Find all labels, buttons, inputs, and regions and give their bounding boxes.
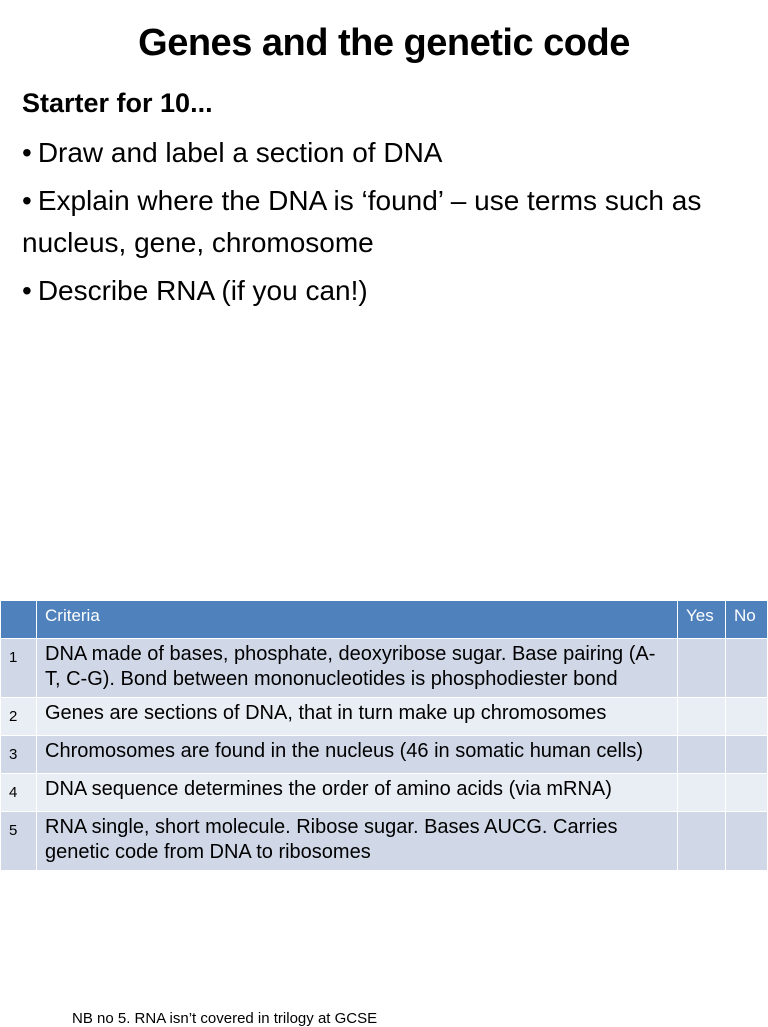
row-yes-cell[interactable] bbox=[678, 639, 726, 698]
row-number: 4 bbox=[1, 774, 37, 812]
row-number: 3 bbox=[1, 736, 37, 774]
row-yes-cell[interactable] bbox=[678, 698, 726, 736]
table-header-row bbox=[1, 601, 768, 639]
row-number: 5 bbox=[1, 812, 37, 871]
bullet-dot-icon: • bbox=[22, 275, 32, 306]
bullet-text: Explain where the DNA is ‘found’ – use terms such as nucleus, gene, chromosome bbox=[22, 185, 702, 258]
row-criteria: Genes are sections of DNA, that in turn make up chromosomes bbox=[37, 698, 678, 736]
row-criteria: DNA sequence determines the order of amino acids (via mRNA) bbox=[37, 774, 678, 812]
row-number: 2 bbox=[1, 698, 37, 736]
bullet-text: Draw and label a section of DNA bbox=[37, 137, 443, 168]
footnote: NB no 5. RNA isn’t covered in trilogy at GCSE bbox=[72, 1010, 378, 1027]
header-criteria: Criteria bbox=[37, 601, 678, 639]
starter-subtitle: Starter for 10... bbox=[22, 88, 213, 118]
bullet-dot-icon: • bbox=[22, 137, 32, 168]
header-no: No bbox=[726, 601, 768, 639]
slide-title: Genes and the genetic code bbox=[138, 22, 630, 64]
table-row bbox=[1, 639, 768, 698]
row-number: 1 bbox=[1, 639, 37, 698]
row-no-cell[interactable] bbox=[726, 639, 768, 698]
bullet-item bbox=[22, 180, 742, 264]
row-no-cell[interactable] bbox=[726, 698, 768, 736]
header-num bbox=[1, 601, 37, 639]
row-criteria: RNA single, short molecule. Ribose sugar. Bases AUCG. Carries genetic code from DNA to ribosomes bbox=[37, 812, 678, 871]
bullet-item bbox=[22, 132, 742, 174]
row-criteria: Chromosomes are found in the nucleus (46 in somatic human cells) bbox=[37, 736, 678, 774]
row-no-cell[interactable] bbox=[726, 812, 768, 871]
bullet-dot-icon: • bbox=[22, 185, 32, 216]
header-yes: Yes bbox=[678, 601, 726, 639]
row-no-cell[interactable] bbox=[726, 774, 768, 812]
row-yes-cell[interactable] bbox=[678, 736, 726, 774]
row-yes-cell[interactable] bbox=[678, 812, 726, 871]
criteria-table bbox=[0, 600, 768, 871]
table-row bbox=[1, 812, 768, 871]
task-bullet-list bbox=[22, 132, 742, 318]
bullet-item bbox=[22, 270, 742, 312]
table-row bbox=[1, 774, 768, 812]
table-row bbox=[1, 736, 768, 774]
table-row bbox=[1, 698, 768, 736]
bullet-text: Describe RNA (if you can!) bbox=[37, 275, 368, 306]
row-yes-cell[interactable] bbox=[678, 774, 726, 812]
row-criteria: DNA made of bases, phosphate, deoxyribose sugar. Base pairing (A-T, C-G). Bond between mononucleotides is phosphodiester bond bbox=[37, 639, 678, 698]
row-no-cell[interactable] bbox=[726, 736, 768, 774]
